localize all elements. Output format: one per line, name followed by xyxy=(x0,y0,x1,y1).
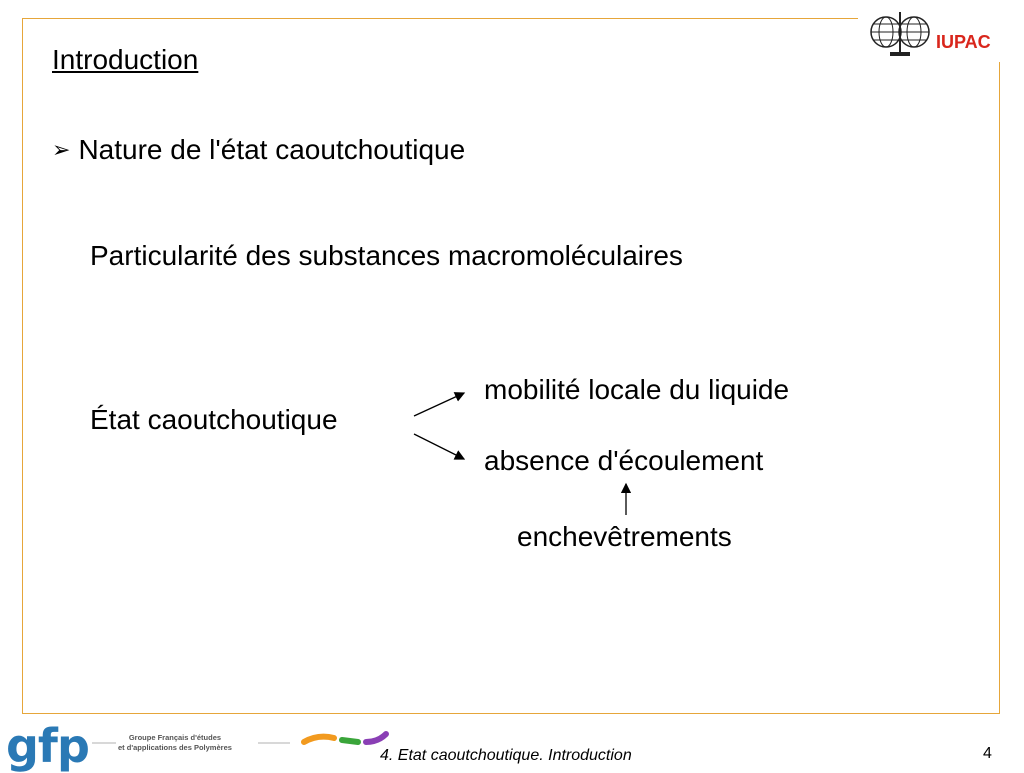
arrow-to-top xyxy=(414,393,464,416)
footer-caption: 4. Etat caoutchoutique. Introduction xyxy=(380,747,632,764)
gfp-divider-left xyxy=(92,742,116,744)
gfp-logo: gfp xyxy=(6,719,89,773)
slide-title: Introduction xyxy=(52,44,199,75)
branch-top-label: mobilité locale du liquide xyxy=(484,374,790,405)
cause-label: enchevêtrements xyxy=(517,521,732,552)
color-strokes-decoration xyxy=(300,728,392,750)
gfp-org-line1: Groupe Français d'études xyxy=(128,733,222,742)
state-label: État caoutchoutique xyxy=(90,404,338,435)
gfp-org-name xyxy=(118,733,232,753)
gfp-divider-right xyxy=(258,742,290,744)
arrow-bullet-icon: ➢ xyxy=(52,137,71,162)
branch-bottom-label: absence d'écoulement xyxy=(484,445,764,476)
bullet-text: Nature de l'état caoutchoutique xyxy=(78,134,466,165)
gfp-org-line2: et d'applications des Polymères xyxy=(118,743,232,752)
page-number: 4 xyxy=(983,745,992,762)
arrow-to-bottom xyxy=(414,434,464,459)
iupac-logo-text: IUPAC xyxy=(936,32,991,52)
subtitle-text: Particularité des substances macromoléculaires xyxy=(90,240,683,271)
